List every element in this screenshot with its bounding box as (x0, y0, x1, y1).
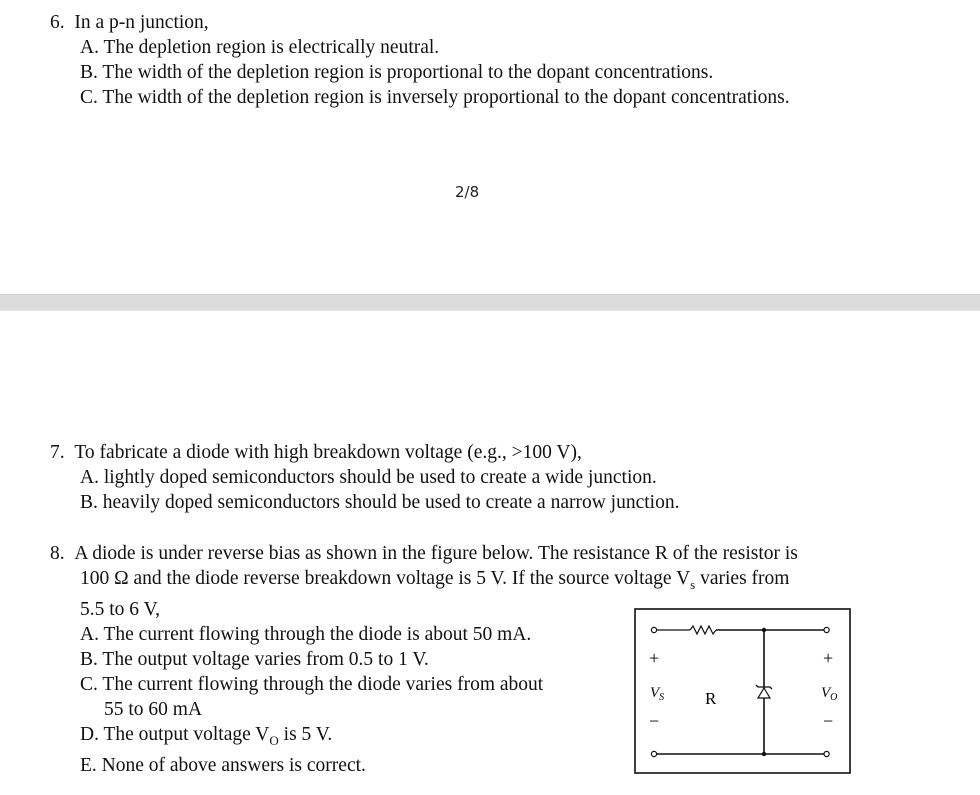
question-6-option-c: C. The width of the depletion region is inversely proportional to the dopant concentrations. (80, 87, 790, 108)
question-8-stem-line-2 (50, 566, 798, 597)
vo-minus-sign: − (823, 711, 834, 731)
question-7 (50, 440, 679, 515)
question-6-option-b: B. The width of the depletion region is proportional to the dopant concentrations. (80, 62, 714, 83)
page-separator (0, 294, 980, 311)
question-8-option-b: B. The output voltage varies from 0.5 to 1 V. (80, 648, 429, 670)
circuit-diagram (634, 608, 851, 774)
resistor-label: R (705, 689, 717, 708)
vo-subscript: O (269, 732, 279, 748)
vs-minus-sign: − (649, 711, 660, 731)
stem-line-2-text: 100 Ω and the diode reverse breakdown voltage is 5 V. If the source voltage V (80, 568, 691, 589)
option-d-text: D. The output voltage V (80, 723, 270, 745)
terminal-top-right (824, 627, 829, 632)
question-8-option-e: E. None of above answers is correct. (80, 754, 366, 776)
question-7-option-a: A. lightly doped semiconductors should be used to create a wide junction. (80, 467, 657, 488)
vo-label-sub: O (830, 692, 838, 703)
terminal-bottom-right (824, 751, 829, 756)
stem-line-2-tail: varies from (695, 568, 790, 589)
vo-label-main: V (821, 685, 831, 701)
question-7-option-b: B. heavily doped semiconductors should be used to create a narrow junction. (80, 492, 680, 513)
question-6 (50, 10, 790, 110)
vo-plus-sign: + (823, 648, 834, 668)
question-6-option-a: A. The depletion region is electrically neutral. (80, 37, 440, 58)
question-8-option-c: C. The current flowing through the diode varies from about (80, 673, 544, 695)
question-8-stem-line-3: 5.5 to 6 V, (80, 598, 161, 620)
question-8-stem-line-1: 8. A diode is under reverse bias as shown in the figure below. The resistance R of the resistor is (50, 543, 798, 564)
question-7-stem: 7. To fabricate a diode with high breakdown voltage (e.g., >100 V), (50, 442, 582, 463)
question-6-stem: 6. In a p-n junction, (50, 12, 209, 33)
circuit-frame (635, 609, 850, 773)
terminal-bottom-left (651, 751, 656, 756)
terminal-top-left (651, 627, 656, 632)
vs-subscript: s (690, 576, 696, 592)
question-8-option-c-cont: 55 to 60 mA (104, 698, 203, 720)
option-d-tail: is 5 V. (278, 723, 333, 745)
vs-label-main: V (650, 685, 660, 701)
vs-plus-sign: + (649, 648, 660, 668)
vs-label-sub: S (659, 692, 665, 703)
page-number: 2/8 (455, 183, 480, 201)
question-8-option-a: A. The current flowing through the diode is about 50 mA. (80, 623, 532, 645)
